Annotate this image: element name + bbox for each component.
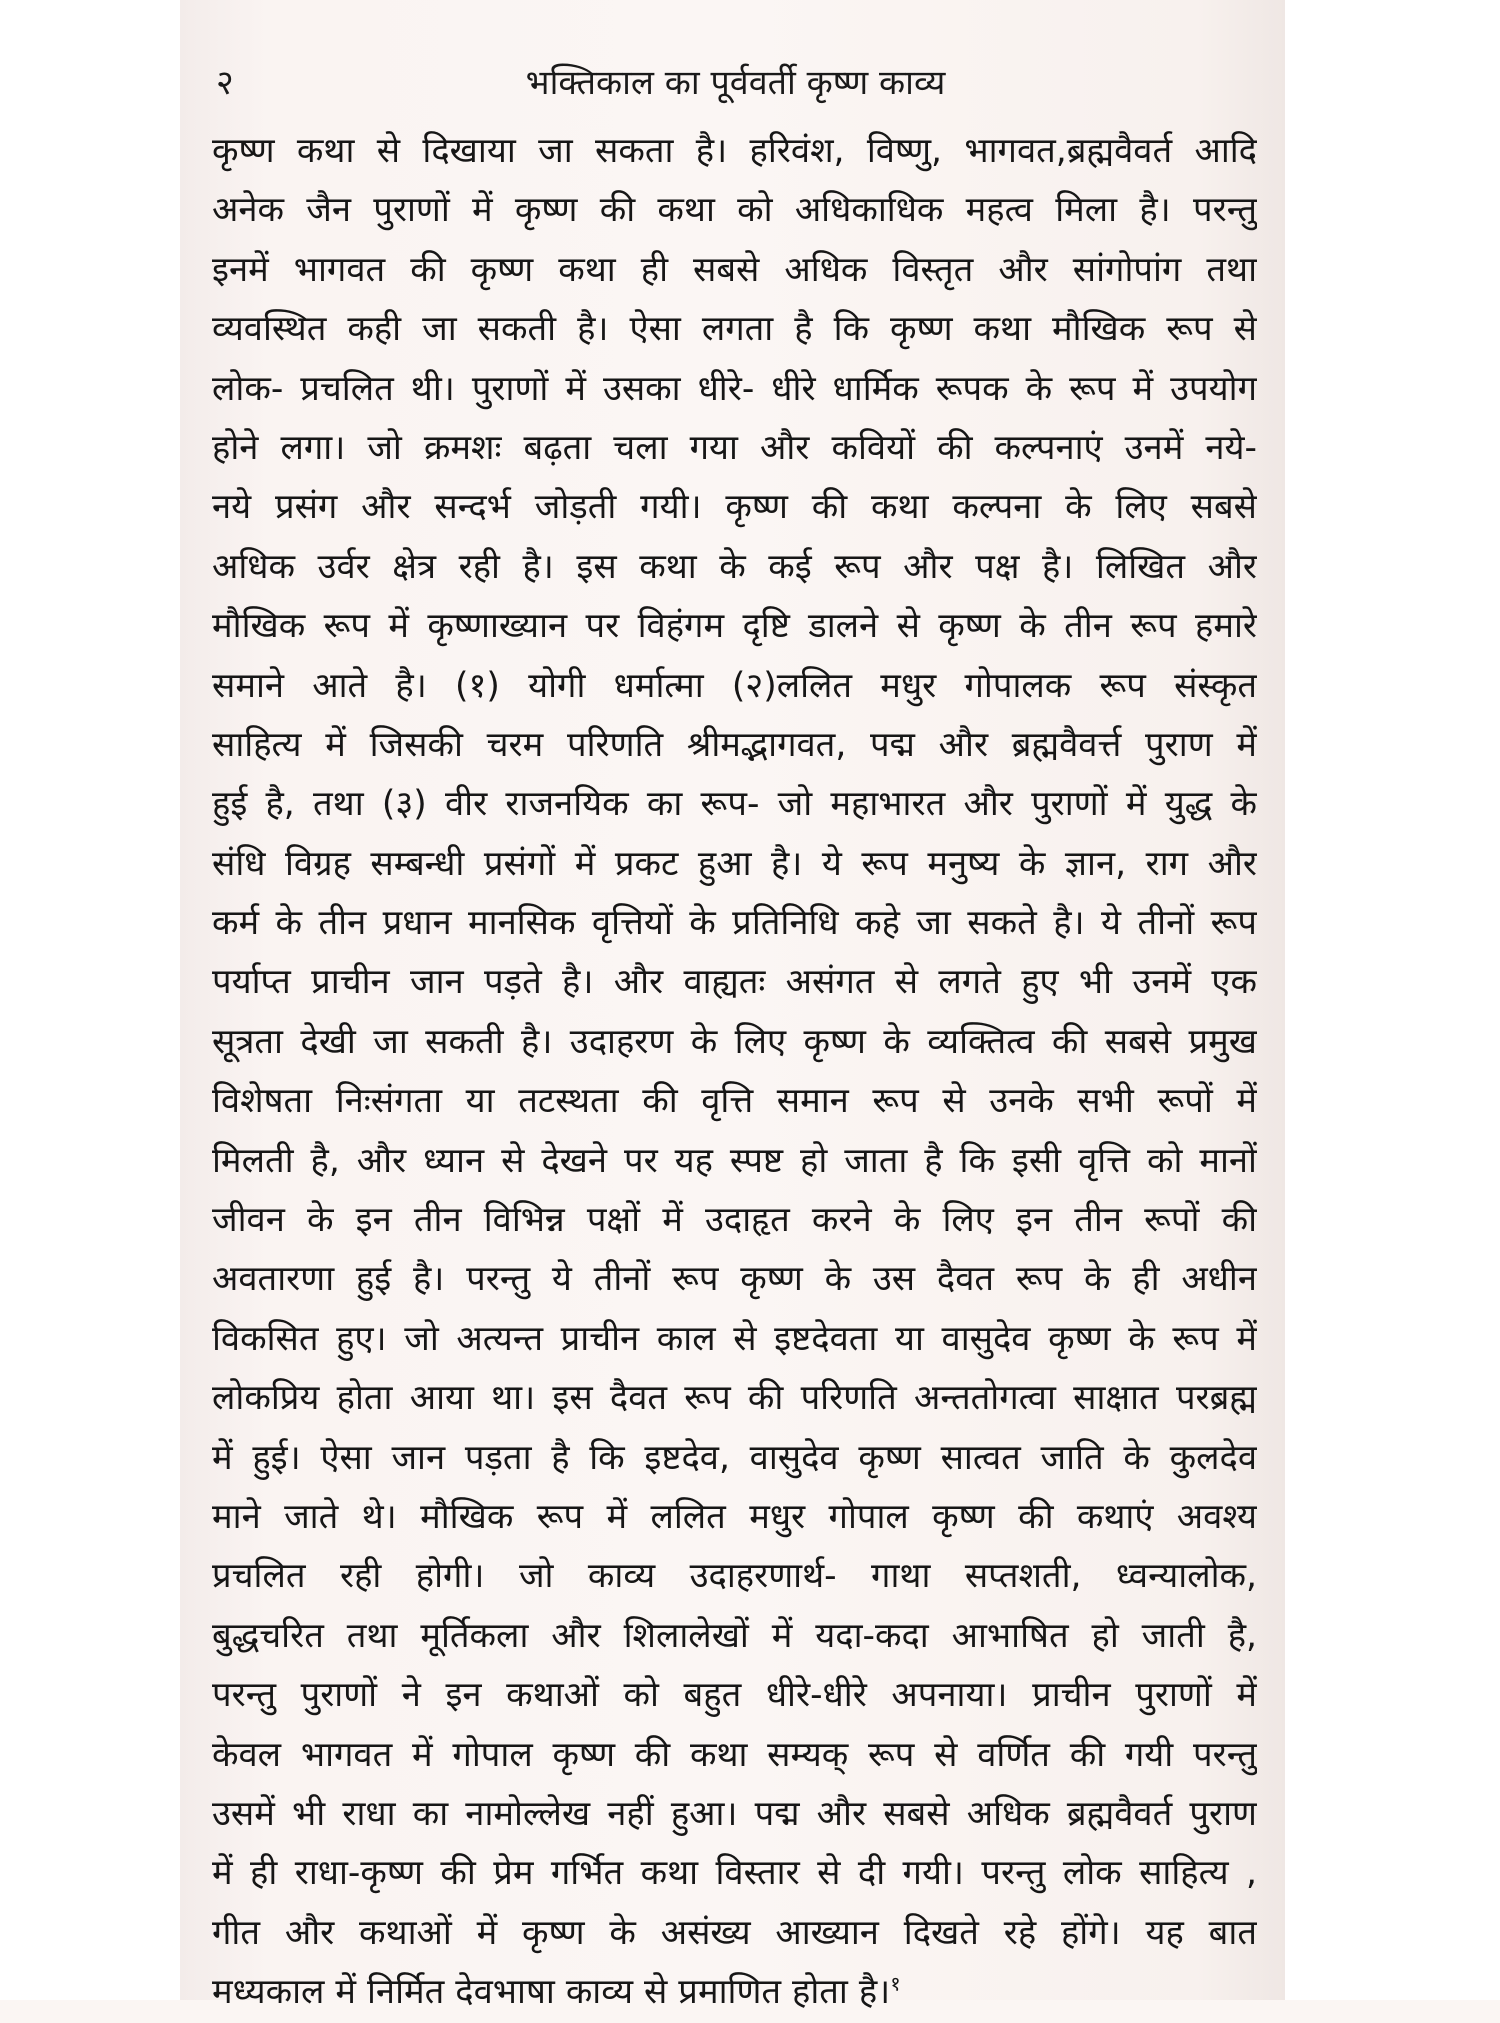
text-line: बुद्धचरित तथा मूर्तिकला और शिलालेखों में यदा-कदा आभाषित हो जाती है, — [212, 1615, 1257, 1656]
running-title: भक्तिकाल का पूर्ववर्ती कृष्ण काव्य — [525, 63, 946, 103]
text-line: परन्तु पुराणों ने इन कथाओं को बहुत धीरे-धीरे अपनाया। प्राचीन पुराणों में — [212, 1675, 1257, 1716]
text-line: जीवन के इन तीन विभिन्न पक्षों में उदाहृत करने के लिए इन तीन रूपों की — [212, 1200, 1257, 1241]
text-line: कर्म के तीन प्रधान मानसिक वृत्तियों के प्रतिनिधि कहे जा सकते है। ये तीनों रूप — [212, 903, 1257, 944]
text-line: मिलती है, और ध्यान से देखने पर यह स्पष्ट हो जाता है कि इसी वृत्ति को मानों — [212, 1140, 1257, 1181]
text-line: माने जाते थे। मौखिक रूप में ललित मधुर गोपाल कृष्ण की कथाएं अवश्य — [212, 1496, 1257, 1537]
text-line: समाने आते है। (१) योगी धर्मात्मा (२)ललित मधुर गोपालक रूप संस्कृत — [212, 665, 1257, 706]
text-line: कृष्ण कथा से दिखाया जा सकता है। हरिवंश, विष्णु, भागवत,ब्रह्मवैवर्त आदि — [212, 131, 1257, 171]
text-line: साहित्य में जिसकी चरम परिणति श्रीमद्भागवत, पद्म और ब्रह्मवैवर्त्त पुराण में — [212, 724, 1257, 765]
text-line: में हुई। ऐसा जान पड़ता है कि इष्टदेव, वासुदेव कृष्ण सात्वत जाति के कुलदेव — [212, 1437, 1257, 1478]
text-line: पर्याप्त प्राचीन जान पड़ते है। और वाह्यतः असंगत से लगते हुए भी उनमें एक — [212, 962, 1257, 1003]
text-line-last — [212, 1963, 1257, 2022]
text-line: मौखिक रूप में कृष्णाख्यान पर विहंगम दृष्टि डालने से कृष्ण के तीन रूप हमारे — [212, 606, 1257, 647]
text-line: नये प्रसंग और सन्दर्भ जोड़ती गयी। कृष्ण की कथा कल्पना के लिए सबसे — [212, 487, 1257, 528]
text-line: व्यवस्थित कही जा सकती है। ऐसा लगता है कि कृष्ण कथा मौखिक रूप से — [212, 309, 1257, 350]
text-line: केवल भागवत में गोपाल कृष्ण की कथा सम्यक् रूप से वर्णित की गयी परन्तु — [212, 1734, 1257, 1775]
text-line: होने लगा। जो क्रमशः बढ़ता चला गया और कवियों की कल्पनाएं उनमें नये- — [212, 427, 1257, 468]
text-line: अवतारणा हुई है। परन्तु ये तीनों रूप कृष्ण के उस दैवत रूप के ही अधीन — [212, 1259, 1257, 1300]
text-line: प्रचलित रही होगी। जो काव्य उदाहरणार्थ- गाथा सप्तशती, ध्वन्यालोक, — [212, 1556, 1257, 1597]
body-text — [212, 122, 1257, 2023]
text-line: विशेषता निःसंगता या तटस्थता की वृत्ति समान रूप से उनके सभी रूपों में — [212, 1081, 1257, 1122]
text-line: लोक- प्रचलित थी। पुराणों में उसका धीरे- धीरे धार्मिक रूपक के रूप में उपयोग — [212, 368, 1257, 409]
text-line: सूत्रता देखी जा सकती है। उदाहरण के लिए कृष्ण के व्यक्तित्व की सबसे प्रमुख — [212, 1021, 1257, 1062]
page-header — [216, 58, 1255, 108]
text-line: गीत और कथाओं में कृष्ण के असंख्य आख्यान दिखते रहे होंगे। यह बात — [212, 1912, 1257, 1953]
last-line-text: मध्यकाल में निर्मित देवभाषा काव्य से प्रमाणित होता है। — [212, 1972, 891, 2013]
text-line: लोकप्रिय होता आया था। इस दैवत रूप की परिणति अन्ततोगत्वा साक्षात परब्रह्म — [212, 1378, 1257, 1419]
scan-margin-left — [0, 0, 180, 2000]
text-line: उसमें भी राधा का नामोल्लेख नहीं हुआ। पद्म और सबसे अधिक ब्रह्मवैवर्त पुराण — [212, 1793, 1257, 1834]
footnote-marker[interactable]: १ — [890, 1971, 901, 1996]
text-line: अनेक जैन पुराणों में कृष्ण की कथा को अधिकाधिक महत्व मिला है। परन्तु — [212, 190, 1257, 231]
scan-margin-right — [1285, 0, 1500, 2000]
text-line: हुई है, तथा (३) वीर राजनयिक का रूप- जो महाभारत और पुराणों में युद्ध के — [212, 784, 1257, 825]
text-line: विकसित हुए। जो अत्यन्त प्राचीन काल से इष्टदेवता या वासुदेव कृष्ण के रूप में — [212, 1318, 1257, 1359]
text-line: इनमें भागवत की कृष्ण कथा ही सबसे अधिक विस्तृत और सांगोपांग तथा — [212, 249, 1257, 290]
text-line: संधि विग्रह सम्बन्धी प्रसंगों में प्रकट हुआ है। ये रूप मनुष्य के ज्ञान, राग और — [212, 843, 1257, 884]
book-page — [180, 0, 1285, 2013]
text-line: अधिक उर्वर क्षेत्र रही है। इस कथा के कई रूप और पक्ष है। लिखित और — [212, 546, 1257, 587]
text-line: में ही राधा-कृष्ण की प्रेम गर्भित कथा विस्तार से दी गयी। परन्तु लोक साहित्य , — [212, 1853, 1257, 1894]
page-number: २ — [216, 63, 234, 103]
